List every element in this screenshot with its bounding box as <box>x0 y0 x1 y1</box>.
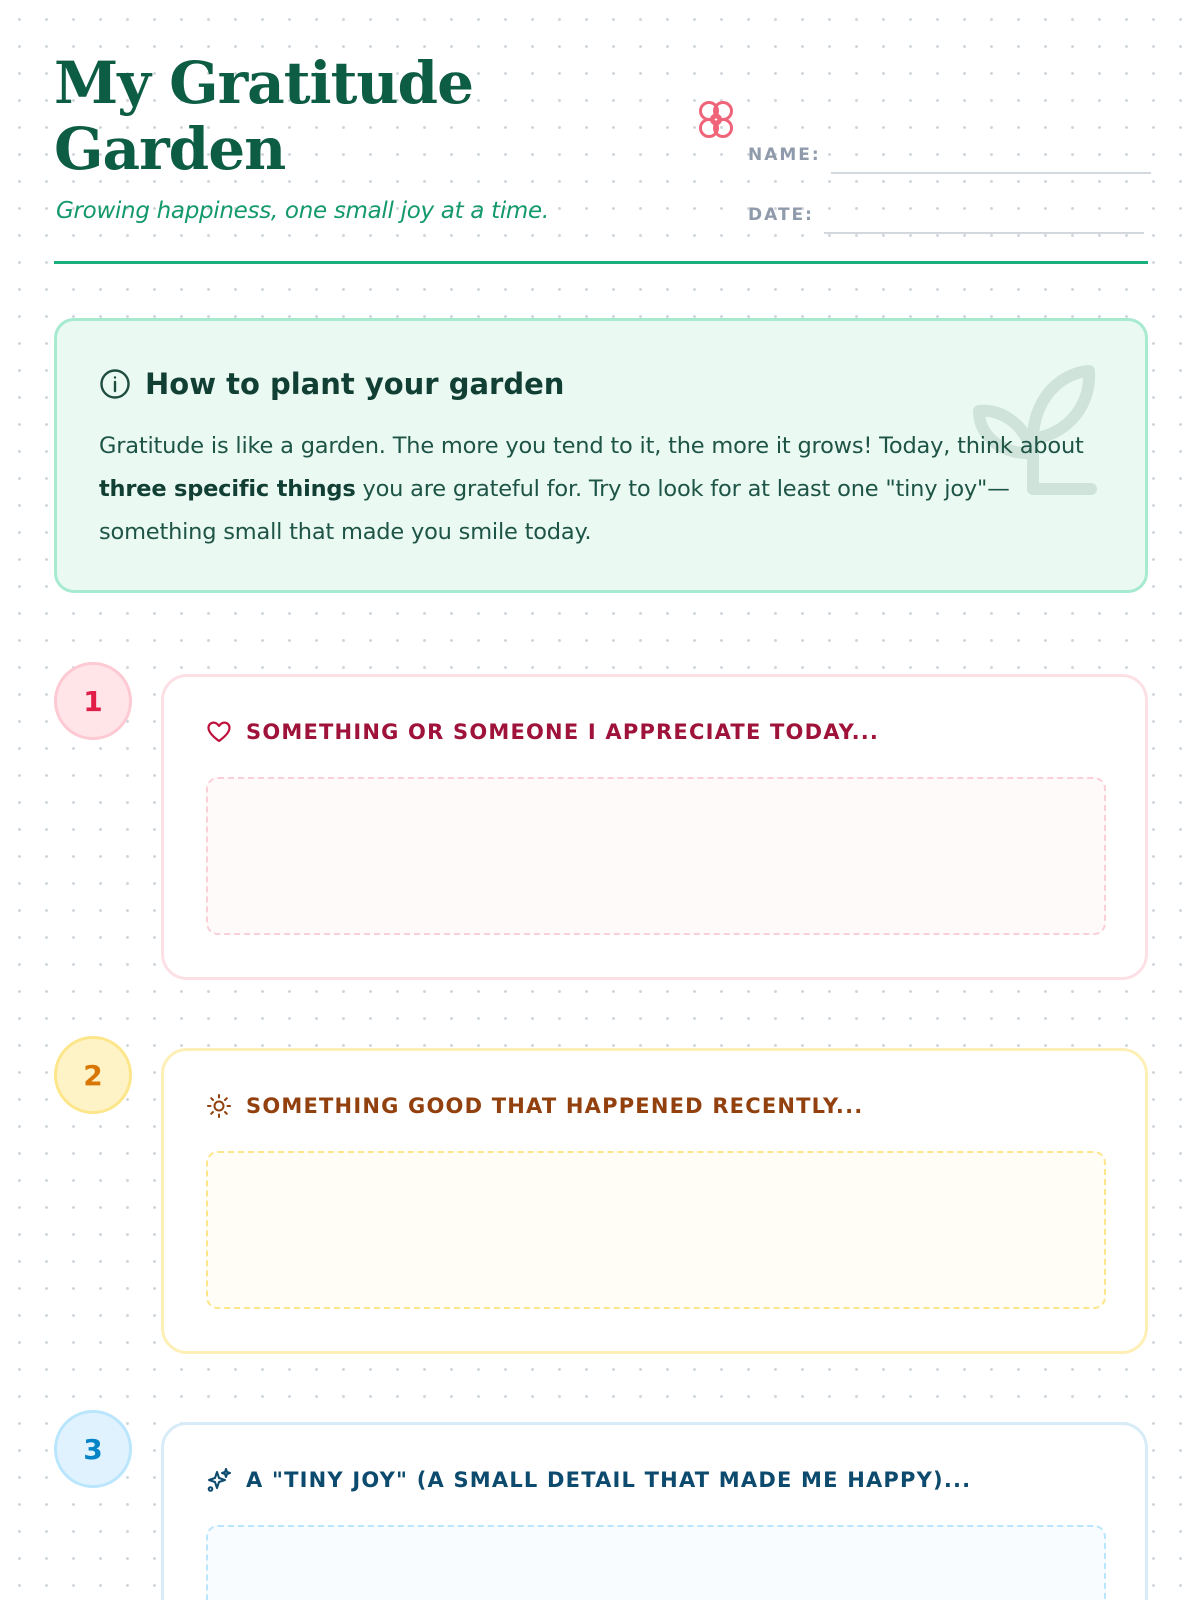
date-label: DATE: <box>748 205 814 225</box>
instructions-text <box>99 425 1099 554</box>
prompt-label: A "TINY JOY" (A SMALL DETAIL THAT MADE ME HAPPY)... <box>246 1468 972 1492</box>
header-divider <box>54 261 1148 264</box>
page-subtitle: Growing happiness, one small joy at a time. <box>56 198 549 224</box>
instructions-text-part: you are grateful for. Try to look for at least one "tiny joy"—something small that made you smile today. <box>99 476 1010 545</box>
prompt-label: SOMETHING GOOD THAT HAPPENED RECENTLY... <box>246 1094 864 1118</box>
instructions-emphasis: three specific things <box>99 476 356 502</box>
prompt-header <box>206 1093 863 1119</box>
flower-icon <box>693 98 739 144</box>
prompt-number-badge: 3 <box>54 1410 132 1488</box>
sparkles-icon <box>206 1467 232 1493</box>
answer-area[interactable] <box>206 777 1106 935</box>
prompt-card-good-thing <box>161 1048 1148 1354</box>
prompt-card-tiny-joy <box>161 1422 1148 1600</box>
prompt-header <box>206 1467 971 1493</box>
instructions-title: How to plant your garden <box>145 367 565 401</box>
instructions-text-part: Gratitude is like a garden. The more you tend to it, the more it grows! Today, think about <box>99 433 1084 459</box>
name-label: NAME: <box>748 145 821 165</box>
prompt-card-appreciate <box>161 674 1148 980</box>
answer-area[interactable] <box>206 1151 1106 1309</box>
sun-icon <box>206 1093 232 1119</box>
title-line-2: Garden <box>54 115 286 183</box>
instructions-header <box>99 367 564 401</box>
instructions-box <box>54 318 1148 593</box>
prompt-number-badge: 2 <box>54 1036 132 1114</box>
title-line-1: My Gratitude <box>54 49 474 117</box>
heart-icon <box>206 719 232 745</box>
info-icon <box>99 368 131 400</box>
prompt-number-badge: 1 <box>54 662 132 740</box>
page-title <box>54 50 473 182</box>
prompt-header <box>206 719 879 745</box>
answer-area[interactable] <box>206 1525 1106 1600</box>
date-field[interactable] <box>824 232 1144 234</box>
name-field[interactable] <box>831 172 1151 174</box>
prompt-label: SOMETHING OR SOMEONE I APPRECIATE TODAY... <box>246 720 880 744</box>
